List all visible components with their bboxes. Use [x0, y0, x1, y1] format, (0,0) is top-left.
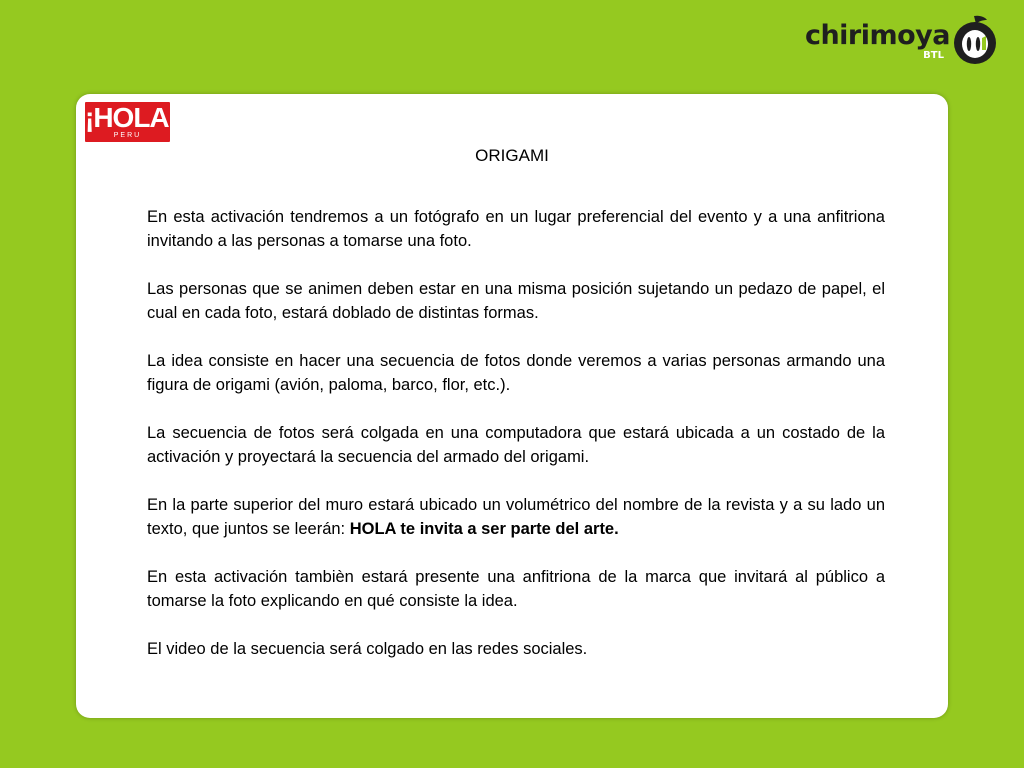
paragraph-2: Las personas que se animen deben estar en una misma posición sujetando un pedazo de papel, el cual en cada foto, estará doblado de distintas formas. [147, 280, 885, 322]
hola-logo-word: ¡HOLA! [85, 102, 177, 133]
apple-icon [952, 14, 998, 66]
paragraph-5-highlight: HOLA te invita a ser parte del arte. [349, 520, 619, 538]
paragraph-4: La secuencia de fotos será colgada en una computadora que estará ubicada a un costado de la activación y proyectará la secuencia del armado del origami. [147, 424, 885, 466]
paragraph-1: En esta activación tendremos a un fotógrafo en un lugar preferencial del evento y a una anfitriona invitando a las personas a tomarse una foto. [147, 208, 885, 250]
paragraph-5-text: En la parte superior del muro estará ubicado un volumétrico del nombre de la revista y a su lado un texto, que juntos se leerán: [147, 496, 885, 538]
hola-logo [85, 102, 177, 142]
paragraph-7: El video de la secuencia será colgado en las redes sociales. [147, 640, 588, 658]
brand-wordmark [804, 14, 950, 61]
brand-sub: BTL [923, 50, 944, 61]
brand-name: chirimoya [804, 20, 950, 51]
chirimoya-logo [805, 14, 998, 66]
paragraph-6: En esta activación tambièn estará presente una anfitriona de la marca que invitará al público a tomarse la foto explicando en qué consiste la idea. [147, 568, 885, 610]
body-text [147, 205, 885, 685]
hola-logo-sub: PERU [113, 132, 142, 139]
paragraph-5 [147, 493, 885, 541]
paragraph-3: La idea consiste en hacer una secuencia de fotos donde veremos a varias personas armando una figura de origami (avión, paloma, barco, flor, etc.). [147, 352, 885, 394]
content-card [76, 94, 948, 718]
page-title: ORIGAMI [475, 146, 549, 165]
